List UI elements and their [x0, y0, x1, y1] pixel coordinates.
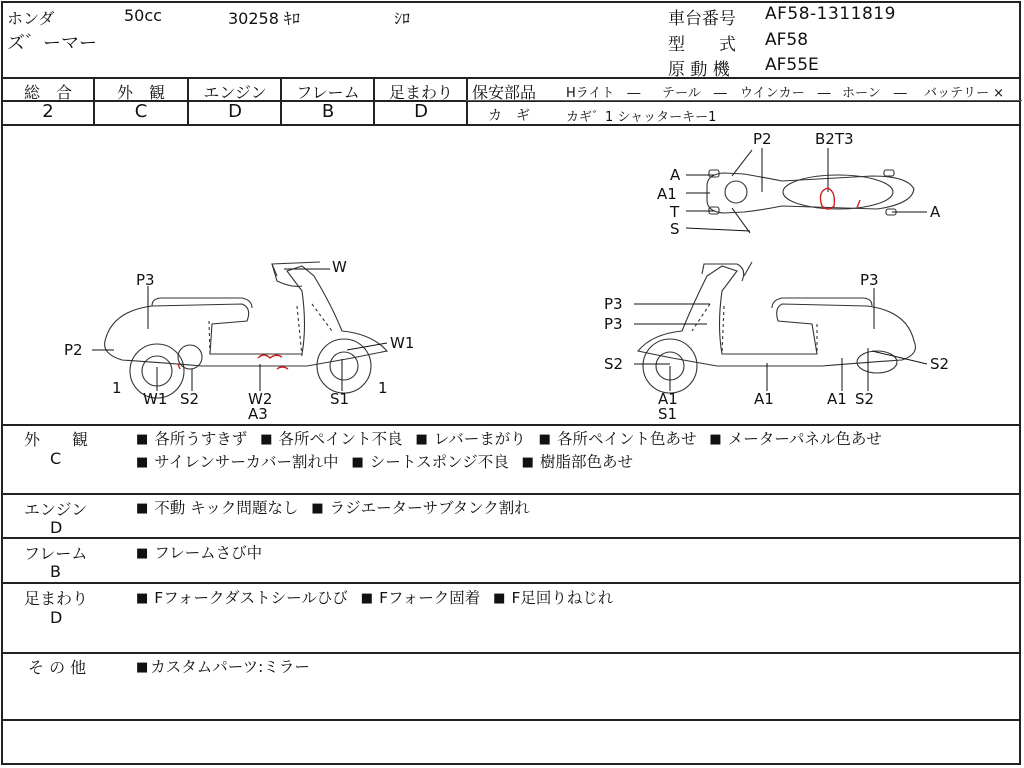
label-A3: A3	[248, 405, 268, 423]
label-P3-left: P3	[136, 271, 155, 289]
divider	[1, 77, 1021, 79]
label-P3-right: P3	[860, 271, 879, 289]
bullet-icon: ■	[136, 546, 149, 561]
label-P2-left: P2	[64, 341, 83, 359]
bullet-icon: ■	[136, 660, 149, 675]
remark-grade-exterior: C	[50, 449, 62, 468]
bullet-icon: ■	[136, 432, 149, 447]
label-A1-right-c: A1	[827, 390, 847, 408]
divider	[1, 719, 1021, 721]
remark-title-other: そ の 他	[28, 658, 87, 677]
bullet-icon: ■	[311, 501, 324, 516]
remark-title-suspension: 足まわり	[24, 589, 89, 608]
type-label: 型 式	[668, 35, 736, 55]
bullet-icon: ■	[493, 591, 506, 606]
model-name: ズ゛ーマー	[7, 33, 97, 54]
label-1-right: 1	[378, 379, 388, 397]
engine-label: 原 動 機	[668, 60, 730, 80]
safety-item-tail: テール ―	[662, 86, 727, 101]
bullet-icon: ■	[415, 432, 428, 447]
label-S-top: S	[670, 220, 680, 238]
label-S2-left: S2	[180, 390, 200, 408]
safety-item-headlight: Hライト ―	[566, 86, 641, 101]
label-B2T3: B2T3	[815, 130, 854, 148]
scooter-top-view	[707, 150, 914, 233]
safety-item-battery: バッテリー ×	[924, 86, 1005, 101]
label-S1-left: S1	[330, 390, 350, 408]
remark-line-exterior-1: ■ 各所うすきず ■ 各所ペイント不良 ■ レバーまがり ■ 各所ペイント色あせ ■ メーターパネル色あせ	[136, 430, 882, 448]
bullet-icon: ■	[136, 591, 149, 606]
label-A1-right-b: A1	[754, 390, 774, 408]
remark-line-frame: ■ フレームさび中	[136, 544, 263, 562]
label-A1-top: A1	[657, 185, 677, 203]
rating-suspension-value: D	[414, 101, 428, 122]
label-T-top: T	[670, 203, 680, 221]
chassis-value: AF58-1311819	[765, 4, 896, 24]
remark-line-other: ■ カスタムパーツ:ミラー	[136, 658, 310, 676]
label-W2: W2	[248, 390, 273, 408]
key-value: カギ゛1 シャッターキー1	[566, 110, 717, 125]
maker: ホンダ	[7, 9, 55, 28]
rating-frame-value: B	[321, 101, 335, 122]
label-A1-right-a: A1	[658, 390, 678, 408]
rating-overall-value: 2	[42, 101, 54, 122]
remark-title-exterior: 外 観	[24, 430, 89, 449]
rating-overall-label: 総 合	[23, 83, 72, 102]
displacement: 50cc	[124, 6, 162, 25]
bullet-icon: ■	[136, 501, 149, 516]
remark-line-exterior-2: ■ サイレンサーカバー割れ中 ■ シートスポンジ不良 ■ 樹脂部色あせ	[136, 453, 633, 471]
remark-grade-suspension: D	[50, 608, 63, 627]
divider	[1, 537, 1021, 539]
chassis-label: 車台番号	[668, 9, 736, 29]
remark-grade-engine: D	[50, 518, 63, 537]
bullet-icon: ■	[136, 455, 149, 470]
remark-line-engine: ■ 不動 キック問題なし ■ ラジエーターサブタンク割れ	[136, 499, 530, 517]
safety-label: 保安部品	[472, 83, 537, 102]
divider	[1, 582, 1021, 584]
bullet-icon: ■	[521, 455, 534, 470]
label-W1-bottom: W1	[143, 390, 168, 408]
key-label: カ ギ	[488, 108, 530, 124]
label-P3-right-a: P3	[604, 295, 623, 313]
remark-title-engine: エンジン	[24, 500, 88, 519]
bullet-icon: ■	[538, 432, 551, 447]
bullet-icon: ■	[260, 432, 273, 447]
safety-item-horn: ホーン ―	[842, 86, 907, 101]
label-P3-right-b: P3	[604, 315, 623, 333]
label-P2-top: P2	[753, 130, 772, 148]
scooter-diagram	[2, 126, 1020, 423]
safety-item-winker: ウインカー ―	[740, 86, 831, 101]
label-A-top: A	[670, 166, 681, 184]
type-value: AF58	[765, 30, 809, 50]
bullet-icon: ■	[360, 591, 374, 606]
rating-exterior-value: C	[134, 101, 148, 122]
label-W1-left: W1	[390, 334, 415, 352]
divider	[1, 493, 1021, 495]
label-1-left: 1	[112, 379, 122, 397]
rating-engine-label: エンジン	[203, 83, 267, 102]
engine-value: AF55E	[765, 55, 819, 75]
label-W: W	[332, 258, 347, 276]
bullet-icon: ■	[351, 455, 364, 470]
divider	[1, 652, 1021, 654]
remark-line-suspension: ■ Fフォークダストシールひび ■ Fフォーク固着 ■ F足回りねじれ	[136, 589, 614, 607]
label-S2-right-c: S2	[855, 390, 875, 408]
rating-engine-value: D	[228, 101, 242, 122]
bullet-icon: ■	[709, 432, 722, 447]
label-A-right-top: A	[930, 203, 941, 221]
remark-title-frame: フレーム	[24, 544, 88, 563]
label-S1-right: S1	[658, 405, 678, 423]
divider	[1, 424, 1021, 426]
remark-grade-frame: B	[50, 562, 61, 581]
rating-suspension-label: 足まわり	[388, 83, 453, 102]
label-S2-right-b: S2	[930, 355, 950, 373]
color: ｼﾛ	[394, 9, 411, 28]
label-S2-right-a: S2	[604, 355, 624, 373]
rating-exterior-label: 外 観	[116, 83, 165, 102]
rating-frame-label: フレーム	[296, 83, 360, 102]
mileage: 30258 ｷﾛ	[228, 9, 300, 28]
